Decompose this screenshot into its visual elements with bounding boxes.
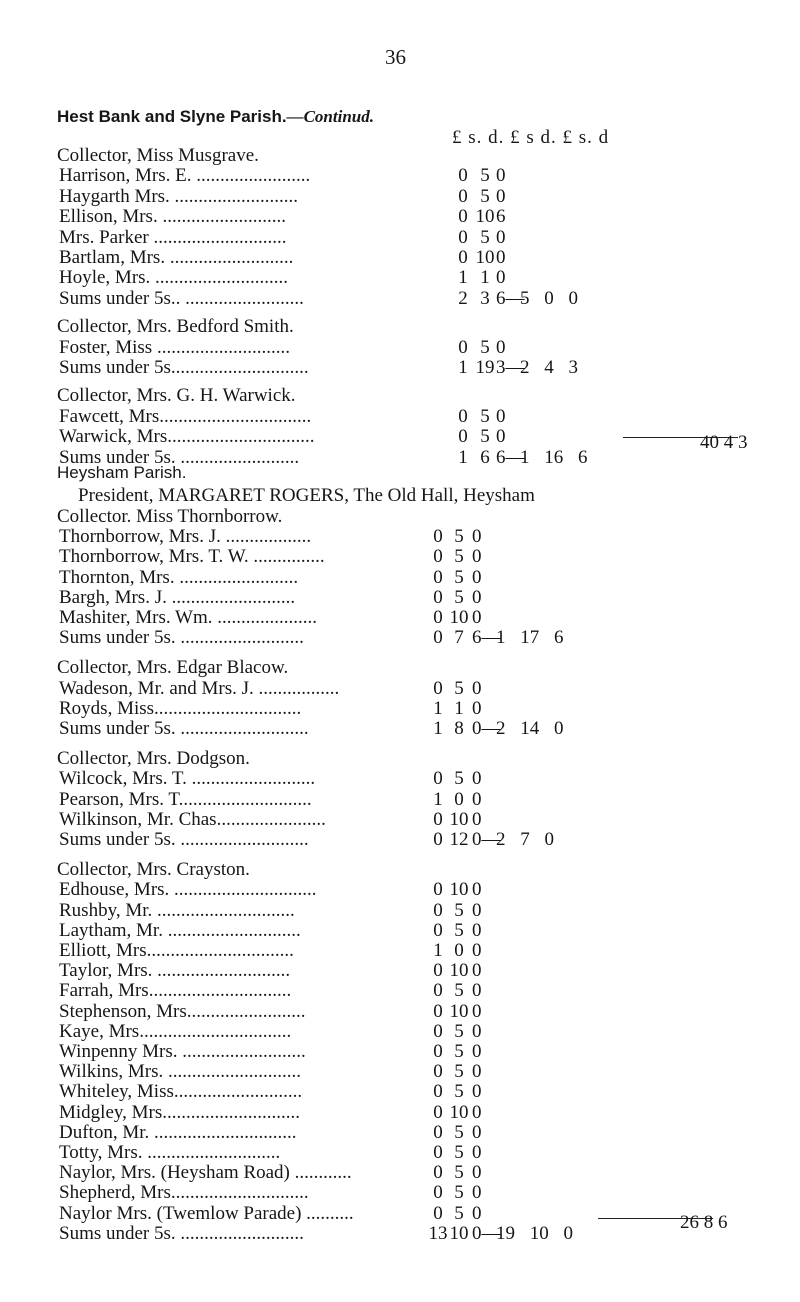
contributor-name: Dufton, Mr. .............................. — [59, 1121, 297, 1143]
page-title — [57, 107, 374, 127]
amount-pounds: 0 — [458, 206, 468, 228]
amount-pence: 6 — [496, 206, 506, 228]
contributor-name: Pearson, Mrs. T............................ — [59, 788, 312, 810]
amount-pence: 0— — [472, 829, 501, 850]
amount-pence: 0— — [472, 1222, 501, 1244]
amount-pounds: 0 — [433, 1041, 443, 1062]
contributor-name: Mrs. Parker ............................ — [59, 226, 287, 248]
contributor-name: Royds, Miss............................... — [59, 697, 302, 719]
amount-pence: 6— — [472, 627, 501, 649]
collector-subtotal: 1 17 6 — [496, 627, 564, 649]
amount-pounds: 0 — [433, 980, 443, 1002]
amount-shillings: 5 — [454, 980, 464, 1002]
amount-shillings: 5 — [454, 546, 464, 568]
contribution-row — [59, 698, 779, 720]
amount-pounds: 1 — [433, 940, 443, 961]
contributor-name: Bargh, Mrs. J. .......................... — [59, 586, 296, 608]
contributor-name: Thornborrow, Mrs. T. W. ............... — [59, 546, 325, 568]
contributor-name: Hoyle, Mrs. ............................ — [59, 267, 289, 289]
contributor-name: Sums under 5s.. ......................... — [59, 287, 304, 309]
contribution-row — [59, 1182, 779, 1204]
amount-shillings: 10 — [449, 1000, 469, 1022]
amount-shillings: 5 — [454, 1182, 464, 1204]
amount-pence: 0 — [472, 607, 482, 628]
title-continued: —Continud. — [286, 107, 374, 126]
contribution-row — [59, 206, 779, 228]
amount-pounds: 0 — [433, 879, 443, 901]
amount-pounds: 0 — [433, 546, 443, 568]
amount-shillings: 0 — [454, 940, 464, 961]
contribution-row — [59, 587, 779, 609]
amount-pounds: 0 — [433, 1142, 443, 1163]
amount-pounds: 0 — [433, 1202, 443, 1224]
amount-pence: 0 — [472, 1061, 482, 1083]
amount-pounds: 1 — [458, 267, 468, 289]
contribution-row — [59, 1102, 779, 1124]
amount-pounds: 1 — [433, 788, 443, 810]
amount-shillings: 1 — [480, 267, 490, 289]
amount-shillings: 5 — [454, 677, 464, 699]
contribution-row — [59, 980, 779, 1002]
collector-heading: Collector, Mrs. Bedford Smith. — [57, 316, 294, 338]
amount-shillings: 3 — [480, 287, 490, 309]
contributor-name: Wadeson, Mr. and Mrs. J. ................. — [59, 677, 340, 699]
contribution-row — [59, 406, 779, 428]
amount-pounds: 0 — [433, 1081, 443, 1103]
contributor-name: Wilkinson, Mr. Chas....................... — [59, 808, 326, 830]
amount-shillings: 8 — [454, 718, 464, 739]
contribution-row — [59, 526, 779, 548]
amount-shillings: 5 — [454, 1041, 464, 1062]
amount-pounds: 0 — [433, 768, 443, 790]
amount-shillings: 5 — [454, 586, 464, 608]
contribution-row — [59, 288, 779, 310]
contribution-row — [59, 1142, 779, 1164]
amount-pounds: 0 — [458, 165, 468, 187]
amount-pounds: 1 — [433, 697, 443, 719]
collector-subtotal: 2 14 0 — [496, 718, 564, 739]
contribution-row — [59, 1061, 779, 1083]
amount-shillings: 5 — [454, 566, 464, 588]
contribution-row — [59, 960, 779, 982]
amount-pence: 0 — [472, 899, 482, 921]
contributor-name: Haygarth Mrs. .......................... — [59, 185, 299, 207]
amount-pence: 0 — [472, 526, 482, 548]
collector-heading: Collector, Mrs. Edgar Blacow. — [57, 657, 289, 679]
contribution-row — [59, 1081, 779, 1103]
amount-pounds: 1 — [433, 718, 443, 739]
collector-subtotal: 2 7 0 — [496, 829, 554, 850]
amount-pounds: 0 — [433, 1101, 443, 1123]
amount-pounds: 2 — [458, 287, 468, 309]
amount-shillings: 5 — [454, 1020, 464, 1042]
amount-shillings: 5 — [454, 919, 464, 941]
amount-pence: 0 — [496, 426, 506, 448]
amount-shillings: 5 — [480, 185, 490, 207]
amount-pence: 6— — [496, 287, 525, 309]
collector-heading: Collector, Miss Musgrave. — [57, 145, 259, 166]
amount-shillings: 5 — [454, 1142, 464, 1163]
amount-pence: 0 — [496, 336, 506, 358]
collector-heading: Collector, Mrs. G. H. Warwick. — [57, 385, 296, 407]
contribution-row — [59, 357, 779, 379]
collector-subtotal: 1 16 6 — [520, 446, 588, 468]
amount-shillings: 5 — [454, 526, 464, 548]
amount-pounds: 0 — [433, 1020, 443, 1042]
amount-pounds: 0 — [458, 226, 468, 248]
amount-pence: 0— — [472, 718, 501, 739]
column-header: £ s. d. £ s d. £ s. d — [452, 127, 610, 148]
contributor-name: Rushby, Mr. ............................. — [59, 899, 295, 921]
amount-pounds: 0 — [433, 808, 443, 830]
amount-pence: 6— — [496, 446, 525, 468]
amount-pence: 0 — [472, 1041, 482, 1062]
contribution-row — [59, 1162, 779, 1184]
amount-shillings: 10 — [449, 808, 469, 830]
collector-subtotal: 19 10 0 — [496, 1222, 573, 1244]
amount-shillings: 10 — [449, 879, 469, 901]
collector-subtotal: 2 4 3 — [520, 357, 578, 378]
contribution-row — [59, 1203, 779, 1225]
contributor-name: Whiteley, Miss........................... — [59, 1081, 303, 1103]
amount-shillings: 7 — [454, 627, 464, 649]
amount-shillings: 5 — [480, 226, 490, 248]
amount-pence: 0 — [472, 788, 482, 810]
amount-pounds: 0 — [458, 247, 468, 268]
contribution-row — [59, 1223, 779, 1245]
amount-pounds: 0 — [433, 1182, 443, 1204]
amount-pence: 0 — [472, 1182, 482, 1204]
amount-pence: 0 — [472, 808, 482, 830]
amount-pence: 0 — [472, 768, 482, 790]
contributor-name: Wilcock, Mrs. T. .......................... — [59, 768, 316, 790]
contribution-row — [59, 678, 779, 700]
amount-pounds: 0 — [433, 899, 443, 921]
amount-pence: 0 — [472, 1121, 482, 1143]
contribution-row — [59, 607, 779, 629]
contributor-name: Foster, Miss ............................ — [59, 336, 290, 358]
amount-pounds: 0 — [433, 1061, 443, 1083]
contributor-name: Laytham, Mr. ............................ — [59, 919, 301, 941]
contributor-name: Wilkins, Mrs. ............................ — [59, 1061, 302, 1083]
contribution-row — [59, 718, 779, 740]
contribution-row — [59, 186, 779, 208]
amount-shillings: 10 — [475, 247, 495, 268]
contribution-row — [59, 1021, 779, 1043]
contributor-name: Totty, Mrs. ............................ — [59, 1142, 281, 1163]
contributor-name: Fawcett, Mrs................................ — [59, 405, 312, 427]
contributor-name: Bartlam, Mrs. .......................... — [59, 247, 294, 268]
contributor-name: Naylor Mrs. (Twemlow Parade) .......... — [59, 1202, 354, 1224]
contributor-name: Sums under 5s............................. — [59, 357, 309, 378]
amount-pounds: 0 — [433, 586, 443, 608]
collector-heading: Collector. Miss Thornborrow. — [57, 506, 283, 527]
amount-pence: 0 — [472, 1081, 482, 1103]
contributor-name: Naylor, Mrs. (Heysham Road) ............ — [59, 1162, 352, 1184]
contributor-name: Sums under 5s. .......................... — [59, 1222, 304, 1244]
contribution-row — [59, 247, 779, 269]
contribution-row — [59, 768, 779, 790]
collector-subtotal: 5 0 0 — [520, 287, 578, 309]
contributor-name: Sums under 5s. ........................... — [59, 829, 309, 850]
amount-shillings: 5 — [454, 1081, 464, 1103]
amount-shillings: 5 — [480, 165, 490, 187]
contributor-name: Sums under 5s. ........................... — [59, 718, 309, 739]
amount-pence: 0 — [496, 165, 506, 187]
contribution-row — [59, 940, 779, 962]
amount-pounds: 0 — [458, 405, 468, 427]
contribution-row — [59, 165, 779, 187]
amount-pence: 0 — [472, 879, 482, 901]
hest-total: 40 4 3 — [700, 432, 748, 453]
amount-pence: 0 — [472, 586, 482, 608]
amount-pence: 0 — [472, 1162, 482, 1184]
amount-shillings: 5 — [454, 1061, 464, 1083]
contribution-row — [59, 829, 779, 851]
amount-pence: 3— — [496, 357, 525, 378]
amount-pounds: 0 — [458, 336, 468, 358]
heysham-total: 26 8 6 — [680, 1212, 728, 1233]
contributor-name: Taylor, Mrs. ............................ — [59, 960, 291, 982]
contribution-row — [59, 1041, 779, 1063]
contribution-row — [59, 1122, 779, 1144]
amount-shillings: 1 — [454, 697, 464, 719]
amount-pounds: 0 — [458, 426, 468, 448]
amount-shillings: 5 — [480, 405, 490, 427]
collector-heading: Collector, Mrs. Dodgson. — [57, 748, 250, 770]
amount-pounds: 0 — [433, 607, 443, 628]
amount-pounds: 1 — [458, 446, 468, 468]
amount-pounds: 1 — [458, 357, 468, 378]
amount-pounds: 0 — [433, 1162, 443, 1184]
contributor-name: Warwick, Mrs............................... — [59, 426, 315, 448]
contribution-row — [59, 546, 779, 568]
contribution-row — [59, 920, 779, 942]
contributor-name: Harrison, Mrs. E. ........................ — [59, 165, 311, 187]
title-text: Hest Bank and Slyne Parish. — [57, 107, 287, 126]
contribution-row — [59, 627, 779, 649]
amount-pence: 0 — [496, 247, 506, 268]
amount-pence: 0 — [496, 405, 506, 427]
amount-pence: 0 — [472, 546, 482, 568]
amount-pounds: 0 — [433, 829, 443, 850]
contributor-name: Thornborrow, Mrs. J. .................. — [59, 526, 312, 548]
contributor-name: Shepherd, Mrs............................. — [59, 1182, 309, 1204]
amount-pounds: 0 — [433, 960, 443, 982]
collector-heading: Collector, Mrs. Crayston. — [57, 859, 250, 881]
contribution-row — [59, 879, 779, 901]
contribution-row — [59, 337, 779, 359]
amount-shillings: 5 — [454, 1162, 464, 1184]
contribution-row — [59, 789, 779, 811]
amount-pence: 0 — [472, 1000, 482, 1022]
amount-pounds: 0 — [458, 185, 468, 207]
amount-shillings: 10 — [475, 206, 495, 228]
amount-pence: 0 — [472, 1101, 482, 1123]
contribution-row — [59, 267, 779, 289]
amount-shillings: 5 — [480, 336, 490, 358]
contributor-name: Ellison, Mrs. .......................... — [59, 206, 286, 228]
contributor-name: Stephenson, Mrs......................... — [59, 1000, 306, 1022]
amount-pence: 0 — [496, 226, 506, 248]
amount-shillings: 5 — [454, 768, 464, 790]
amount-pence: 0 — [472, 697, 482, 719]
amount-pounds: 0 — [433, 1121, 443, 1143]
amount-pence: 0 — [472, 1020, 482, 1042]
amount-shillings: 10 — [449, 960, 469, 982]
amount-shillings: 5 — [480, 426, 490, 448]
heysham-president: President, MARGARET ROGERS, The Old Hall, Heysham — [78, 485, 535, 506]
amount-pounds: 0 — [433, 1000, 443, 1022]
contributor-name: Edhouse, Mrs. .............................. — [59, 879, 317, 901]
contributor-name: Thornton, Mrs. ......................... — [59, 566, 299, 588]
contributor-name: Midgley, Mrs............................. — [59, 1101, 301, 1123]
amount-shillings: 5 — [454, 1202, 464, 1224]
amount-shillings: 10 — [449, 607, 469, 628]
contribution-row — [59, 227, 779, 249]
contribution-row — [59, 567, 779, 589]
amount-shillings: 5 — [454, 899, 464, 921]
amount-pence: 0 — [472, 940, 482, 961]
amount-pounds: 0 — [433, 919, 443, 941]
amount-shillings: 10 — [449, 1222, 469, 1244]
amount-pence: 0 — [472, 566, 482, 588]
amount-pounds: 0 — [433, 566, 443, 588]
amount-pence: 0 — [472, 960, 482, 982]
contributor-name: Elliott, Mrs............................... — [59, 940, 294, 961]
amount-pence: 0 — [472, 980, 482, 1002]
amount-pence: 0 — [472, 1202, 482, 1224]
amount-pounds: 0 — [433, 677, 443, 699]
amount-shillings: 19 — [475, 357, 495, 378]
amount-pence: 0 — [472, 919, 482, 941]
amount-pounds: 0 — [433, 526, 443, 548]
heysham-title: Heysham Parish. — [57, 463, 187, 482]
contributor-name: Sums under 5s. .......................... — [59, 627, 304, 649]
page-number: 36 — [385, 45, 406, 69]
amount-pence: 0 — [472, 1142, 482, 1163]
amount-shillings: 10 — [449, 1101, 469, 1123]
amount-shillings: 12 — [449, 829, 469, 850]
amount-pence: 0 — [472, 677, 482, 699]
amount-shillings: 5 — [454, 1121, 464, 1143]
contributor-name: Kaye, Mrs................................ — [59, 1020, 292, 1042]
contributor-name: Farrah, Mrs.............................. — [59, 980, 292, 1002]
contribution-row — [59, 809, 779, 831]
contributor-name: Winpenny Mrs. .......................... — [59, 1041, 306, 1062]
amount-pence: 0 — [496, 185, 506, 207]
amount-pounds: 0 — [433, 627, 443, 649]
amount-pence: 0 — [496, 267, 506, 289]
amount-pounds: 13 — [428, 1222, 448, 1244]
amount-shillings: 0 — [454, 788, 464, 810]
contribution-row — [59, 1001, 779, 1023]
amount-shillings: 6 — [480, 446, 490, 468]
contributor-name: Sums under 5s. ......................... — [59, 446, 300, 468]
contributor-name: Mashiter, Mrs. Wm. ..................... — [59, 607, 318, 628]
contribution-row — [59, 900, 779, 922]
